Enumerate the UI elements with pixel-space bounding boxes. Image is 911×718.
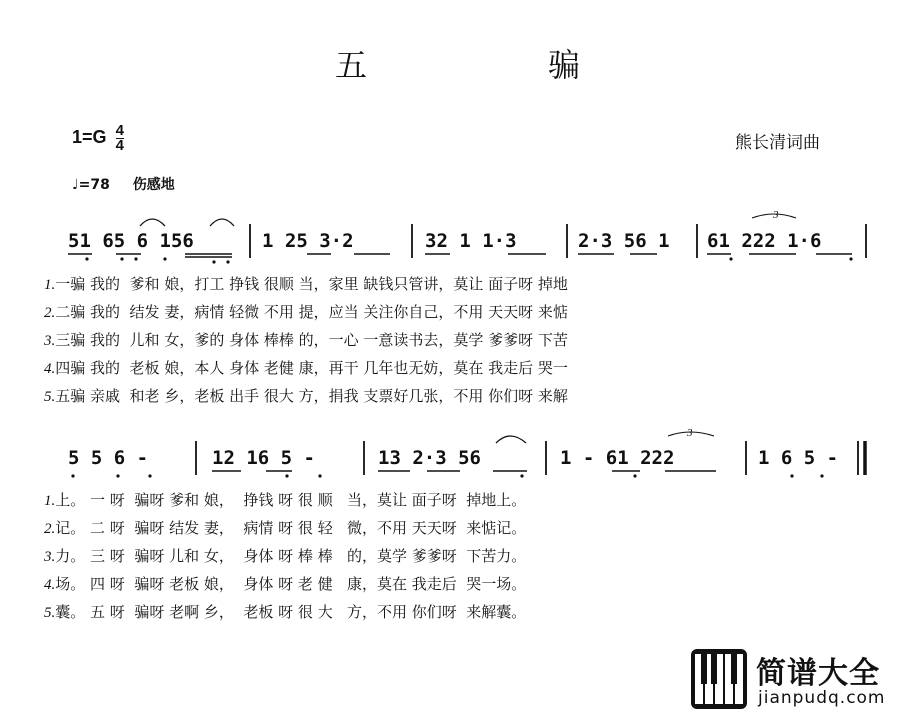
verse-3-line-1: 3.三骗 我的 儿和 女，爹的 身体 棒棒 的，一心 一意读书去，莫学 爹爹呀 下苦 bbox=[44, 331, 568, 349]
measure-1-5: 61 222 1·6 bbox=[707, 230, 822, 252]
measure-1-1: 51 65 6 156 bbox=[68, 230, 194, 252]
slurs-line-1 bbox=[140, 219, 234, 226]
measure-1-2: 1 25 3·2 bbox=[262, 230, 354, 252]
composer: 熊长清词曲 bbox=[735, 133, 820, 153]
key-label: 1=G bbox=[72, 127, 107, 147]
verse-2-line-1: 2.二骗 我的 结发 妻，病情 轻微 不用 提，应当 关注你自己，不用 天天呀 来惦 bbox=[44, 303, 568, 321]
barlines-line-1 bbox=[250, 224, 866, 258]
triplet-mark-1: 3 bbox=[773, 209, 779, 221]
time-denominator: 4 bbox=[115, 137, 124, 154]
octave-dots-line-1 bbox=[85, 257, 852, 263]
octave-dots-line-2 bbox=[71, 474, 823, 477]
title-char-2: 骗 bbox=[548, 46, 581, 84]
measure-1-3: 32 1 1·3 bbox=[425, 230, 517, 252]
triplet-mark-2: 3 bbox=[687, 427, 693, 439]
measure-2-4: 1 - 61 222 bbox=[560, 447, 675, 469]
piano-keys-icon bbox=[690, 648, 748, 710]
measure-2-3: 13 2·3 56 bbox=[378, 447, 481, 469]
slurs-line-2 bbox=[496, 436, 526, 443]
verse-5-line-2: 5.囊。 五 呀 骗呀 老啊 乡， 老板 呀 很 大 方，不用 你们呀 来解囊。 bbox=[44, 603, 527, 621]
expression-mark: 伤感地 bbox=[132, 177, 175, 193]
triplet-bracket-1 bbox=[752, 214, 796, 218]
quarter-note-icon: ♩ bbox=[72, 177, 79, 193]
measure-2-2: 12 16 5 - bbox=[212, 447, 315, 469]
verse-1-line-1: 1.一骗 我的 爹和 娘，打工 挣钱 很顺 当，家里 缺钱只管讲，莫让 面子呀 掉地 bbox=[44, 275, 568, 293]
time-numerator: 4 bbox=[115, 122, 124, 139]
site-logo-url: jianpudq.com bbox=[758, 688, 886, 708]
verse-2-line-2: 2.记。 二 呀 骗呀 结发 妻， 病情 呀 很 轻 微，不用 天天呀 来惦记。 bbox=[44, 519, 527, 537]
title-char-1: 五 bbox=[335, 46, 368, 84]
verse-4-line-2: 4.场。 四 呀 骗呀 老板 娘， 身体 呀 老 健 康，莫在 我走后 哭一场。 bbox=[44, 575, 527, 593]
site-logo-name: 简谱大全 bbox=[756, 656, 880, 691]
measure-1-4: 2·3 56 1 bbox=[578, 230, 670, 252]
verse-1-line-2: 1.上。 一 呀 骗呀 爹和 娘， 挣钱 呀 很 顺 当，莫让 面子呀 掉地上。 bbox=[44, 491, 527, 509]
verse-5-line-1: 5.五骗 亲戚 和老 乡，老板 出手 很大 方，捐我 支票好几张，不用 你们呀 来解 bbox=[44, 387, 568, 405]
measure-2-5: 1 6 5 - bbox=[758, 447, 839, 469]
verse-3-line-2: 3.力。 三 呀 骗呀 儿和 女， 身体 呀 棒 棒 的，莫学 爹爹呀 下苦力。 bbox=[44, 547, 527, 565]
verse-4-line-1: 4.四骗 我的 老板 娘，本人 身体 老健 康，再干 几年也无妨，莫在 我走后 哭一 bbox=[44, 359, 568, 377]
beams-line-1 bbox=[68, 254, 852, 257]
tempo-bpm: =78 bbox=[78, 177, 110, 193]
measure-2-1: 5 5 6 - bbox=[68, 447, 149, 469]
